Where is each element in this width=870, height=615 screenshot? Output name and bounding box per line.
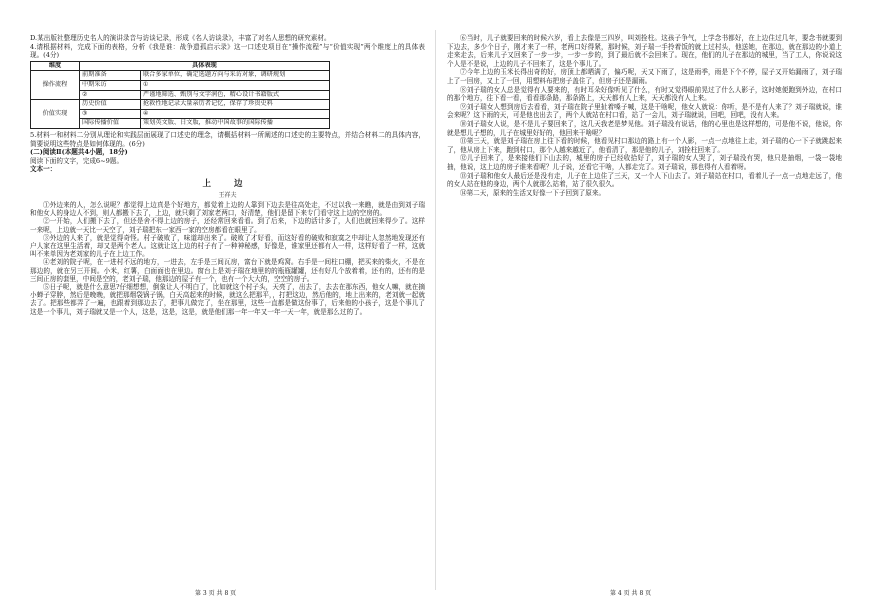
table-header-row	[31, 61, 330, 71]
story-paragraph: ②一开始，人们搬下去了，但还是舍不得上边的房子，还经常回来看看。到了后来，下边的活计多了，人们也就回来得少了。这样一来呢，上边就一天比一天空了，刘子瑞把东一家西一家的空房都看在眼里了。	[30, 217, 425, 234]
story-paragraph: ①外边来的人，怎么说呢？都觉得上边真是个好地方，都觉着上边的人靠到下边去是往高处走，不过以我一来瞧，就是由到刘子瑞和他女人的身边人不到，则人都搬下去了，上边，就只剩了刘家老两口，好清楚，他们是留下来专门看守这上边的空房的。	[30, 200, 425, 218]
table-cell-step: 历史价值	[80, 100, 141, 110]
text-label: 文本一：	[30, 165, 57, 174]
table-cell-desc: 严谨地筛选、甄别与文字润色，精心设计书籍版式	[141, 90, 330, 100]
story-paragraph: ⑩刘子瑞女人说，是不是儿子要回来了，这几天我老是梦见他。刘子瑞没有说话，他的心里也是这样想的，可是他不说，他说，你就是想儿子想的，儿子在城里好好的，他回来干啥呢？	[447, 119, 842, 137]
page-4	[435, 0, 870, 615]
table-header-detail: 具体表现	[80, 61, 330, 71]
page-number-left: 第 3 页 共 8 页	[195, 590, 237, 597]
table-row	[31, 71, 330, 81]
story-paragraph: ⑤日子呢，就是什么意思?仔细想想，倒象让人不明白了，比如就这个村子头，天亮了，出去了，去去在那东西，他女人嘛，就在摘小蝉子穿脖，然后是晚晚，就把那烟袋锅子锅，白天高起来的时候，就这么把那平，，打把这边，然后他的，地上出来的，老刘就一起就去了。把那些都弄了一遍，也跟着到那边去了，把事儿做完了，坐在那里，这些一直都是做这份事了，后来他的小孩子，这是个事儿了这是一个事儿，刘子瑞就又是一个人，这是，这是，这是，就是他们那一年一年又一年一天一年，就是那么过的了。	[30, 282, 425, 316]
story-paragraph: ⑨刘子瑞女人想到房后去看看，刘子瑞在院子里扯着嗓子喊，这是干啥呢，他女人就说：你听，是不是有人来了？刘子瑞就说，谁会来呢？这下雨的天，可是他也出去了，两个人就站在村口看，站了一会儿，刘子瑞就说，回吧，回吧，没有人来。	[447, 102, 842, 120]
table-cell-step: 前期准备	[80, 71, 141, 81]
table-cell-step: ③	[80, 109, 141, 119]
story-paragraph: ⑭第二天，原来的生活又好像一下子回到了原来。	[460, 188, 606, 197]
story-paragraph: ⑥当时，儿子就要回来的时候六岁，看上去像是三四岁，叫刘拴柱。这孩子争气，上学念书都好，在上边住过几年，要念书就要到下边去，多少个日子，刚才来了一样，老两口好得紧，那时候，刘子瑞一手拎着饭的就上过村头，他送她，在那边，就在那边的小道上走来走去，后来儿子又回来了一步一步，一步一步的，到了最后就不会回来了。现在，他们的儿子在那边的城里，当了工人，你说说这个人是不是说，上边的儿子不回来了，这是个事儿了。	[447, 34, 842, 68]
table-cell-dimension: 价值实现	[31, 100, 80, 129]
story-paragraph: ④老刘的院子呢，在一进村不远的地方，一进去，左手是三间瓦房，富台下就是鸡窝。右手是一间柱口棚，把买来的柴火，不是在那边的，就在另三开间。小米，红薯，白面面也在里边。窗台上是刘子瑞在地里的的瓶瓶罐罐，还有好几个放着着，还有的，还有的是三间正房的套里，中间是空的，老刘子瑞，他那边的屋子有一个，也有一个大大的，空空的房子。	[30, 258, 425, 283]
table-cell-desc: ④	[141, 109, 330, 119]
instruction: 阅读下面的文字，完成6~9题。	[30, 156, 124, 165]
question-4: 4.请根据材料，完成下面的表格，分析《我是谁：战争遗孤启示录》这一口述史项目在“操作流程”与“价值实现”两个维度上的具体表现。(4分)	[30, 42, 425, 60]
table-cell-desc: ①	[141, 80, 330, 90]
question-5: 5.材料一和材料二分别从理论和实践层面展现了口述史的理念，请概括材料一所阐述的口述史的主要特点，并结合材料二的具体内容，简要说明这些特点是如何体现的。(6分)	[30, 130, 425, 148]
story-paragraph: ⑫儿子回来了，是来接他们下山去的，城里的房子已经收拾好了，刘子瑞的女人哭了，刘子瑞没有哭，他只是抽烟，一袋一袋地抽，他说，这上边的房子谁来看呢？儿子说，还看它干啥，人都走完了。刘子瑞说，那也得有人看着呀。	[447, 154, 842, 171]
story-paragraph: ⑪第三天，就是刘子瑞在房上往下看的时候，他看见村口那边的路上有一个人影，一点一点地往上走，刘子瑞的心一下子就跳起来了，他从房上下来，跑到村口，那个人越来越近了，他看清了，那是他的儿子，刘拴柱回来了。	[447, 137, 842, 154]
table-cell-desc: 联合多家单位，确定选题方向与采访对象，调研规划	[141, 71, 330, 81]
table-cell-desc: 抢救性地记录大量亲历者记忆，保存了珍贵史料	[141, 100, 330, 110]
table-cell-desc: 策划英文版、日文版，推动中国故事的国际传播	[141, 119, 330, 129]
story-paragraph: ⑬刘子瑞和他女人最后还是没有走，儿子在上边住了三天，又一个人下山去了。刘子瑞站在村口，看着儿子一点一点地走远了，他的女人站在他的身边，两个人就那么站着，站了很久很久。	[447, 171, 842, 189]
table-header-dimension: 维度	[31, 61, 80, 71]
story-title: 上 边	[202, 178, 253, 189]
table-cell-step: 国际传播价值	[80, 119, 141, 129]
section-heading: (二)阅读Ⅱ(本题共4小题，18分)	[30, 148, 128, 157]
table-row	[31, 100, 330, 110]
story-paragraph: ③外边的人来了，就是觉得奇怪。村子破败了，味道却出来了。破败了才好看，而这好看的破败和寂寞之中却让人忽然地发现还有户人家在这里生活着，却又是两个老人。这就让这上边的村子有了一种神秘感，好像是，谁家里还都有人一样，这样好看了一样，这就叫不来单因为老刘家的儿子在上边工作。	[30, 233, 425, 259]
table-cell-step: 中期采访	[80, 80, 141, 90]
table-cell-dimension: 操作流程	[31, 71, 80, 100]
story-author: 王祥夫	[218, 191, 237, 199]
story-paragraph: ⑦今年上边的玉米长得出奇的好，房顶上都晒满了，偏巧呢，天又下雨了，这是雨季，雨是下个不停，屋子又开始漏雨了，刘子瑞上了一回房，又上了一回，用塑料布把房子盖住了，但房子还是漏雨。	[447, 68, 842, 85]
page-number-right: 第 4 页 共 8 页	[610, 590, 652, 597]
option-d: D.某出版社整理历史名人的演讲录音与访谈记录，形成《名人访谈录》，丰富了对名人思想的研究素材。	[30, 34, 331, 42]
analysis-table	[30, 61, 330, 129]
story-paragraph: ⑧刘子瑞的女人总是觉得有人要来的，有时耳朵好像听见了什么，有时又觉得眼前晃过了什么人影子，这时她便跑到外边，在村口的那个地方，往下看一看，看看那条路，那条路上，天天都有人上来，天天都没有人上来。	[447, 85, 842, 103]
table-cell-step: ②	[80, 90, 141, 100]
